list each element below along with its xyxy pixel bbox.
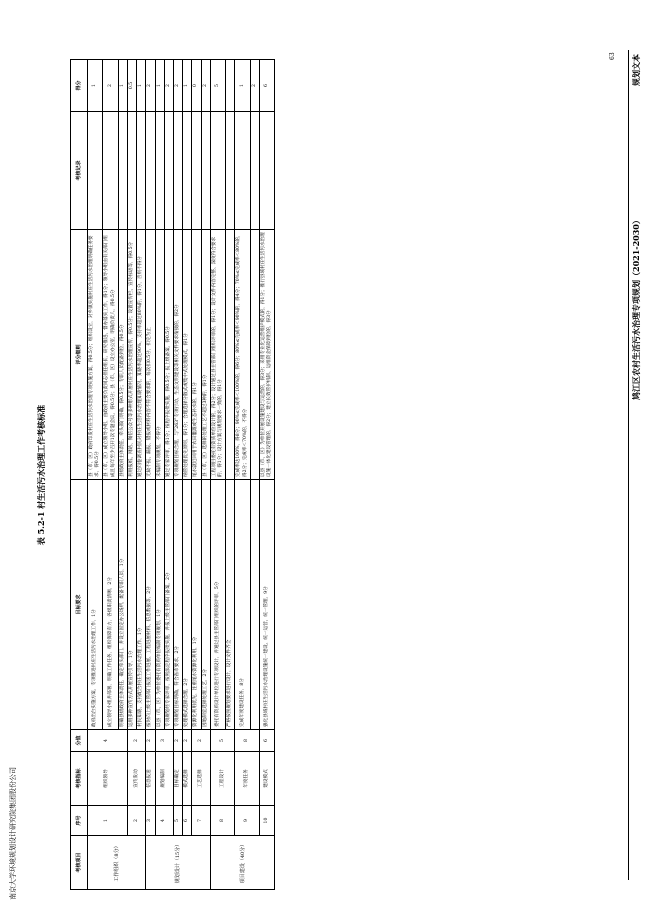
points-cell: 8 bbox=[235, 730, 260, 752]
score-cell: 1 bbox=[183, 60, 192, 112]
score-cell: 2 bbox=[250, 60, 259, 112]
col-header: 得分 bbox=[71, 60, 88, 112]
col-header: 考核项目 bbox=[71, 836, 88, 890]
col-header: 考核记录 bbox=[71, 112, 88, 230]
col-header: 评分细则 bbox=[71, 230, 88, 480]
points-cell: 3 bbox=[155, 730, 173, 752]
row-number-cell: 4 bbox=[155, 806, 173, 836]
rule-cell: 以县（市、区）为单位开展设施建设与运营的，得3分；采用专业化运营维护模式的，得1分；推行县域村庄生活污水治理设施一体化建设管理的，得2分；建立长效管护机制、运维资金保障到位的，得3分 bbox=[260, 230, 275, 480]
table-row bbox=[260, 60, 275, 890]
record-cell bbox=[260, 112, 275, 230]
record-cell bbox=[146, 112, 155, 230]
target-cell bbox=[250, 480, 259, 730]
rule-cell: 县（市、区）政府印发村庄生活污水治理专项实施方案，得0.5分；组织设立，对乡镇实施村庄生活污水治理明确任务要求，得0.5分 bbox=[88, 230, 103, 480]
table-row bbox=[155, 60, 164, 890]
rule-cell: 利用报纸、网站、微信公众号等多种形式开展村庄生活污水治理宣传，得0.5分；设置宣传栏、宣传标语等，得0.5分 bbox=[128, 230, 137, 480]
row-number-cell: 9 bbox=[235, 806, 260, 836]
rule-cell: 完成率达100%，得8分；90%≤完成率＜100%的，得6分；80%≤完成率＜90%的，得4分；70%≤完成率＜80%的，得2分；完成率＜70%的，不得分 bbox=[235, 230, 250, 480]
category-cell: 规划设计（15分） bbox=[146, 836, 210, 890]
record-cell bbox=[226, 112, 235, 230]
score-cell: 2 bbox=[164, 60, 173, 112]
score-cell bbox=[226, 60, 235, 112]
target-cell: 因地制宜选择处理工艺，2分 bbox=[201, 480, 210, 730]
record-cell bbox=[192, 112, 201, 230]
points-cell: 4 bbox=[88, 730, 128, 752]
record-cell bbox=[137, 112, 146, 230]
target-cell: 资源化利用优先，注重尾水资源化利用，1分 bbox=[192, 480, 201, 730]
assessment-table bbox=[70, 59, 275, 890]
table-row bbox=[174, 60, 183, 890]
rule-cell bbox=[226, 230, 235, 480]
document-title: 鸠江区农村生活污水治理专项规划（2021-2030） bbox=[631, 216, 641, 400]
category-cell: 项目建设（40分） bbox=[210, 836, 275, 890]
col-header: 目标要求 bbox=[71, 480, 88, 730]
document-type-label: 规划文本 bbox=[631, 54, 641, 86]
record-cell bbox=[235, 112, 250, 230]
page-number: 63 bbox=[609, 52, 616, 60]
row-number-cell: 2 bbox=[128, 806, 146, 836]
score-cell: 1 bbox=[118, 60, 127, 112]
row-number-cell: 8 bbox=[210, 806, 235, 836]
table-row bbox=[183, 60, 192, 890]
target-cell: 委托有资质设计单位进行专项设计，并通过县主管部门组织的评审，5分 bbox=[210, 480, 225, 730]
rule-cell: 通过专家评审，得1分；按程序报批实施，得0.5分；报上级备案，得0.5分 bbox=[164, 230, 173, 480]
record-cell bbox=[118, 112, 127, 230]
target-cell: 完成年度建设任务，8分 bbox=[235, 480, 250, 730]
score-cell: 6 bbox=[260, 60, 275, 112]
target-cell: 专项规划目标明确，符合省市要求，2分 bbox=[174, 480, 183, 730]
row-number-cell: 7 bbox=[192, 806, 210, 836]
record-cell bbox=[164, 112, 173, 230]
record-cell bbox=[128, 112, 137, 230]
header-rule bbox=[628, 50, 629, 880]
score-cell: 2 bbox=[103, 60, 118, 112]
rule-cell bbox=[250, 230, 259, 480]
table-row bbox=[88, 60, 103, 890]
indicator-cell: 目标确定 bbox=[174, 752, 183, 806]
score-cell: 2 bbox=[201, 60, 210, 112]
target-cell: 以县（市、区）为单位委托有资质单位编制专项规划，1分 bbox=[155, 480, 164, 730]
score-cell: 1 bbox=[137, 60, 146, 112]
score-cell: 5 bbox=[210, 60, 225, 112]
rule-cell: 无故不报、漏报、错报或材料内容不符合要求的，每次扣0.5分，扣完为止 bbox=[146, 230, 155, 480]
record-cell bbox=[183, 112, 192, 230]
score-cell: 1 bbox=[88, 60, 103, 112]
row-number-cell: 3 bbox=[146, 806, 155, 836]
col-header: 考核指标 bbox=[71, 752, 88, 806]
target-cell: 严格按照规划要求进行设计，设计文件齐全 bbox=[226, 480, 235, 730]
record-cell bbox=[201, 112, 210, 230]
points-cell: 6 bbox=[260, 730, 275, 752]
points-cell: 5 bbox=[210, 730, 235, 752]
record-cell bbox=[174, 112, 183, 230]
target-cell: 政府出台实施方案，专项推进村庄生活污水治理工作，1分 bbox=[88, 480, 103, 730]
table-body bbox=[88, 60, 275, 890]
score-cell: 2 bbox=[174, 60, 183, 112]
table-row bbox=[128, 60, 137, 890]
indicator-cell: 宣传发动 bbox=[128, 752, 146, 806]
institute-name: 南京大学环境规划设计研究院集团股份公司 bbox=[9, 767, 17, 900]
record-cell bbox=[155, 112, 164, 230]
rule-cell: 纳管处理优先原则，得1分；合理选择分散式或集中式处理模式，得1分 bbox=[183, 230, 192, 480]
rule-cell: 通过问卷调查村民对村庄生活污水治理知晓情况，知晓率超过90%，支持率超过80%的，得1分，否则不得分 bbox=[137, 230, 146, 480]
rule-cell: 尾水就近回用于农田灌溉或生态补水的，得1分 bbox=[192, 230, 201, 480]
table-row bbox=[192, 60, 201, 890]
score-cell: 2 bbox=[146, 60, 155, 112]
rule-cell: 未编制专项规划，不得分 bbox=[155, 230, 164, 480]
row-number-cell: 10 bbox=[260, 806, 275, 836]
indicator-cell: 建设模式 bbox=[260, 752, 275, 806]
points-cell: 2 bbox=[174, 730, 183, 752]
indicator-cell: 信息报送 bbox=[146, 752, 155, 806]
row-number-cell: 1 bbox=[88, 806, 128, 836]
row-number-cell: 6 bbox=[183, 806, 192, 836]
indicator-cell: 规划编制 bbox=[155, 752, 173, 806]
row-number-cell: 5 bbox=[174, 806, 183, 836]
target-cell: 运用多种宣传方式开展宣传引导，1分 bbox=[128, 480, 137, 730]
points-cell: 2 bbox=[183, 730, 192, 752]
record-cell bbox=[210, 112, 225, 230]
indicator-cell: 工艺选择 bbox=[192, 752, 210, 806]
rule-cell: 县（市、区）选择的处理工艺不超过3种的，得1分 bbox=[201, 230, 210, 480]
target-cell: 按时向上级主管部门报送工作进展、工程进展材料、信息数据等，2分 bbox=[146, 480, 155, 730]
table-row bbox=[146, 60, 155, 890]
indicator-cell: 模式选择 bbox=[183, 752, 192, 806]
score-cell: 1 bbox=[155, 60, 164, 112]
indicator-cell: 组织领导 bbox=[88, 752, 128, 806]
table-title: 表 5.2-1 村生活污水治理工作考核标准 bbox=[36, 404, 46, 546]
indicator-cell: 工程设计 bbox=[210, 752, 235, 806]
points-cell: 2 bbox=[128, 730, 146, 752]
category-cell: 工作组织（8分） bbox=[88, 836, 146, 890]
score-cell: 0 bbox=[192, 60, 201, 112]
table-row bbox=[235, 60, 250, 890]
target-cell: 成立领导小组并部署，明确工作任务，组织保障有力，各级职责清晰，2分 bbox=[103, 480, 118, 730]
rule-cell: 工程项目委托有资质单位设计的，得2分；设计通过县主管部门组织评审的，得1分；设计文件内容完整、深度符合要求的，得1分；设计方案与规划要求一致的，得1分 bbox=[210, 230, 225, 480]
col-header: 分值 bbox=[71, 730, 88, 752]
points-cell: 2 bbox=[192, 730, 210, 752]
record-cell bbox=[250, 112, 259, 230]
page-footer-bar bbox=[0, 0, 28, 919]
target-cell: 专项规划经专家评审，按照法定程序报批实施，并报上级主管部门备案，2分 bbox=[164, 480, 173, 730]
target-cell: 处理模式选择合理，2分 bbox=[183, 480, 192, 730]
rotated-table-stage bbox=[36, 60, 610, 890]
rule-cell: 专项规划目标合理，与“263”专项行动、生态文明建设等相关文件要求衔接的，得2分 bbox=[174, 230, 183, 480]
table-header-row bbox=[71, 60, 88, 890]
indicator-cell: 年度任务 bbox=[235, 752, 260, 806]
rule-cell: 县（市、区）成立领导小组，由政府主要负责同志担任组长，研究推进、督办落实工作，得1分；领导小组由有关部门组成且每年至少召开1次专题会议，得0.5分；县（市、区）设立办公室，明确负责人，得0.5分 bbox=[103, 230, 118, 480]
col-header: 序号 bbox=[71, 806, 88, 836]
record-cell bbox=[103, 112, 118, 230]
table-row bbox=[210, 60, 225, 890]
record-cell bbox=[88, 112, 103, 230]
rule-cell: 县级政府主体责任，牵头部门明确，得0.5分；专职人员配备到位，得0.5分 bbox=[118, 230, 127, 480]
page-header-bar bbox=[628, 0, 650, 919]
score-cell: 0.5 bbox=[128, 60, 137, 112]
points-cell: 2 bbox=[146, 730, 155, 752]
target-cell: 强化县域村庄生活污水治理设施统一建设、统一运营、统一管理，9分 bbox=[260, 480, 275, 730]
score-cell: 1 bbox=[235, 60, 250, 112]
target-cell: 村民知晓、支持配合村庄生活污水治理工作，1分 bbox=[137, 480, 146, 730]
target-cell: 明确县级政府主体责任，确定牵头部门，并设立固定办公场所，配备专职人员，1分 bbox=[118, 480, 127, 730]
